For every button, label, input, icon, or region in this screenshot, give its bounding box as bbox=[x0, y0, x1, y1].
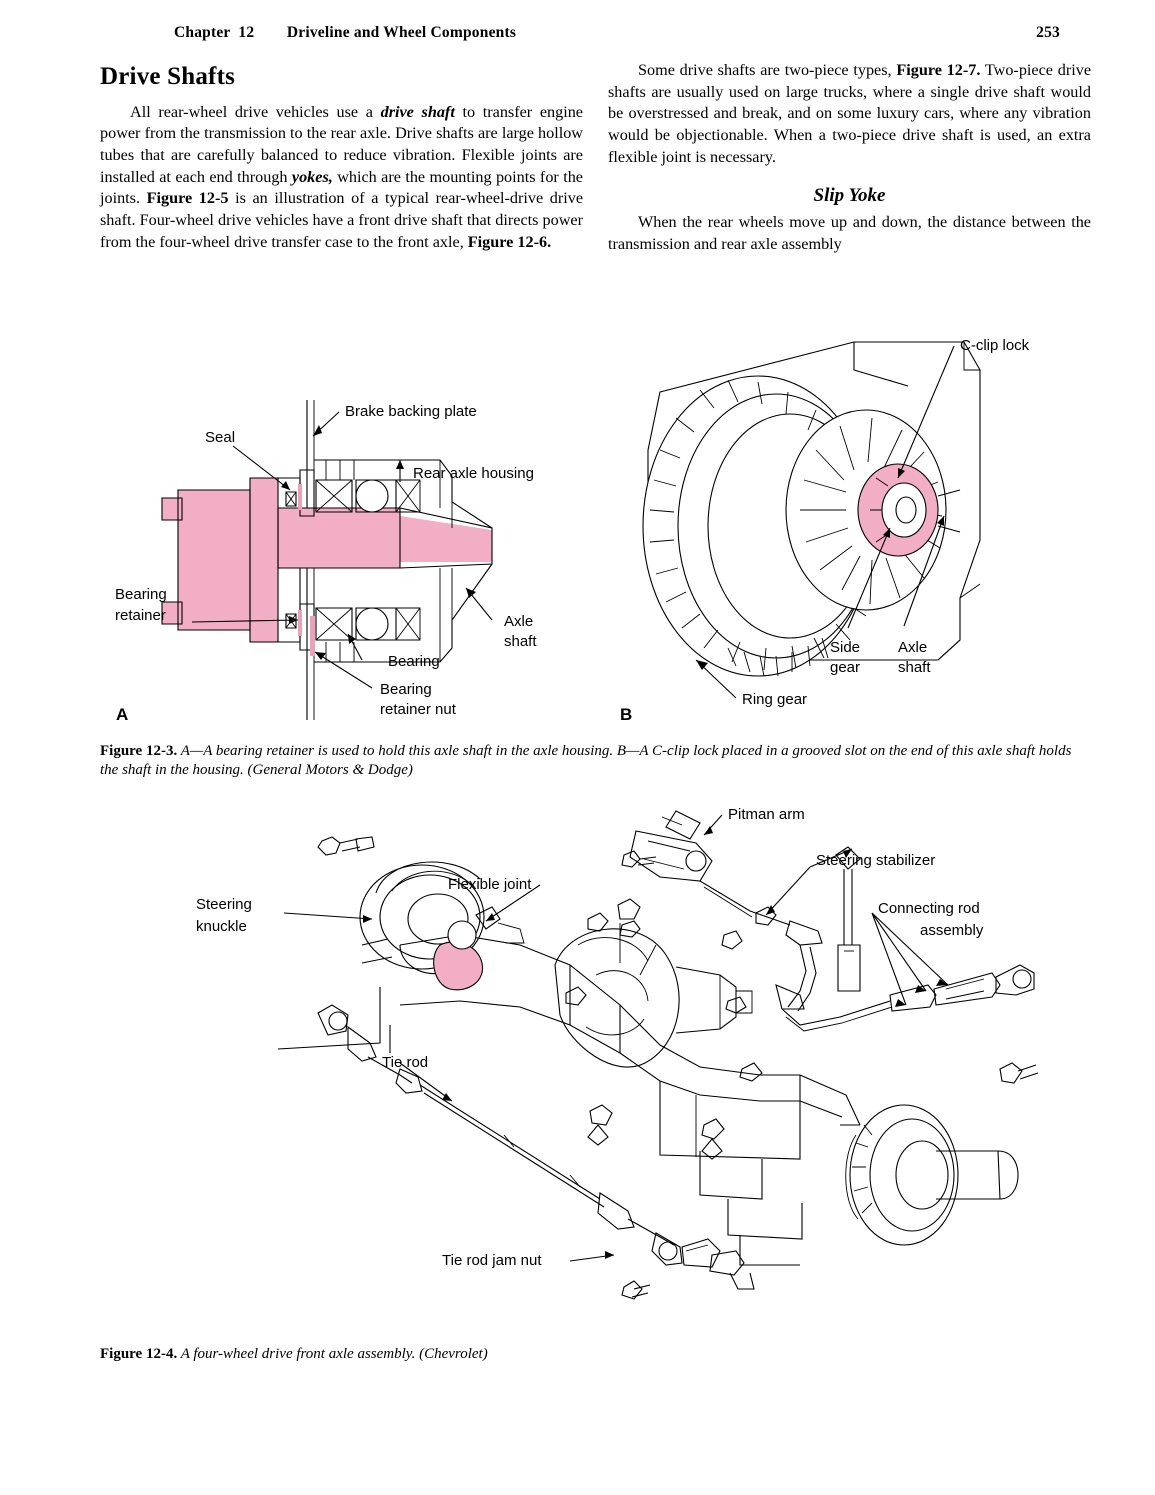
text-run: which are the mounting points for the joints. bbox=[100, 167, 583, 208]
figure-12-3a-drawing bbox=[100, 330, 590, 730]
page-title: Drive Shafts bbox=[100, 63, 236, 90]
label-axle-shaft-line1: Axle bbox=[898, 639, 928, 656]
text-run: Some drive shafts are two-piece types, bbox=[638, 61, 897, 79]
label-bearing-retainer-line1: Bearing bbox=[115, 586, 167, 603]
label-tie-rod-jam-nut: Tie rod jam nut bbox=[442, 1252, 542, 1269]
caption-lead: Figure 12-4. bbox=[100, 1346, 178, 1362]
caption-lead: Figure 12-3. bbox=[100, 743, 178, 759]
text-run: Two-piece drive shafts are usually used on large trucks, where a single drive shaft would be overstressed and break, and on some luxury cars, where any vibration would be objectionable. When a two-piece drive shaft is used, an extra flexible joint is necessary. bbox=[608, 61, 1091, 166]
label-axle-shaft-line2: shaft bbox=[504, 633, 537, 650]
page-number: 253 bbox=[1036, 24, 1060, 41]
label-side-gear-line1: Side bbox=[830, 639, 861, 656]
label-c-clip-lock: C-clip lock bbox=[960, 337, 1030, 354]
label-flexible-joint: Flexible joint bbox=[448, 876, 532, 893]
text-run: All rear-wheel drive vehicles use a bbox=[130, 102, 381, 121]
paragraph-slip-yoke: When the rear wheels move up and down, the distance between the transmission and rear axle assembly bbox=[608, 212, 1091, 253]
figure-12-3-caption bbox=[100, 742, 1090, 780]
label-rear-axle-housing: Rear axle housing bbox=[413, 465, 534, 482]
text-run: to transfer engine power from the transmission to the rear axle. Drive shafts are large hollow tubes that are carefully balanced to reduce vibration. Flexible joints are installed at each end through bbox=[100, 102, 583, 186]
figure-12-3b-drawing bbox=[608, 330, 1068, 730]
panel-letter-a: A bbox=[116, 705, 129, 724]
running-head-chapter: Chapter 12 Driveline and Wheel Components bbox=[174, 24, 517, 41]
label-axle-shaft-line2: shaft bbox=[898, 659, 931, 676]
caption-text: A—A bearing retainer is used to hold this axle shaft in the axle housing. B—A C-clip lock placed in a grooved slot on the end of this axle shaft holds the shaft in the housing. (General Motors & Dodge) bbox=[100, 743, 1072, 778]
panel-letter-b: B bbox=[620, 705, 633, 724]
label-pitman-arm: Pitman arm bbox=[728, 806, 805, 823]
label-side-gear-line2: gear bbox=[830, 659, 861, 676]
label-bearing-retainer-nut-line2: retainer nut bbox=[380, 701, 456, 718]
label-steering-stabilizer: Steering stabilizer bbox=[816, 852, 936, 869]
right-column bbox=[608, 60, 1091, 261]
term-drive-shaft: drive shaft bbox=[380, 102, 455, 121]
label-connecting-rod-line1: Connecting rod bbox=[878, 900, 980, 917]
subhead-slip-yoke: Slip Yoke bbox=[813, 184, 886, 206]
label-bearing-retainer-line2: retainer bbox=[115, 607, 166, 624]
label-tie-rod: Tie rod bbox=[382, 1054, 429, 1071]
label-bearing-retainer-nut-line1: Bearing bbox=[380, 681, 432, 698]
label-seal: Seal bbox=[205, 429, 236, 446]
paragraph-drive-shafts bbox=[100, 102, 583, 254]
term-yokes: yokes, bbox=[291, 167, 333, 186]
label-brake-backing-plate: Brake backing plate bbox=[345, 403, 477, 420]
label-bearing: Bearing bbox=[388, 653, 440, 670]
label-connecting-rod-line2: assembly bbox=[920, 922, 984, 939]
label-ring-gear: Ring gear bbox=[742, 691, 808, 708]
figure-12-4-drawing bbox=[100, 795, 1090, 1315]
paragraph-two-piece bbox=[608, 60, 1091, 169]
label-steering-knuckle-line1: Steering bbox=[196, 896, 252, 913]
text-run: is an illustration of a typical rear-wheel-drive drive shaft. Four-wheel drive vehicles have a front drive shaft that directs power from the four-wheel drive transfer case to the front axle, bbox=[100, 189, 584, 251]
figure-12-4-caption bbox=[100, 1345, 1090, 1364]
caption-text: A four-wheel drive front axle assembly. (Chevrolet) bbox=[177, 1346, 488, 1362]
figure-12-3-panel-a bbox=[100, 330, 590, 730]
figure-ref-12-7: Figure 12-7. bbox=[896, 61, 981, 79]
figure-ref-12-5: Figure 12-5 bbox=[146, 189, 229, 208]
left-column bbox=[100, 60, 583, 259]
figure-12-4-drawing-area bbox=[100, 795, 1090, 1315]
figure-12-3-panel-b bbox=[608, 330, 1068, 730]
figure-ref-12-6: Figure 12-6. bbox=[467, 232, 552, 251]
label-axle-shaft-line1: Axle bbox=[504, 613, 534, 630]
label-steering-knuckle-line2: knuckle bbox=[196, 918, 247, 935]
